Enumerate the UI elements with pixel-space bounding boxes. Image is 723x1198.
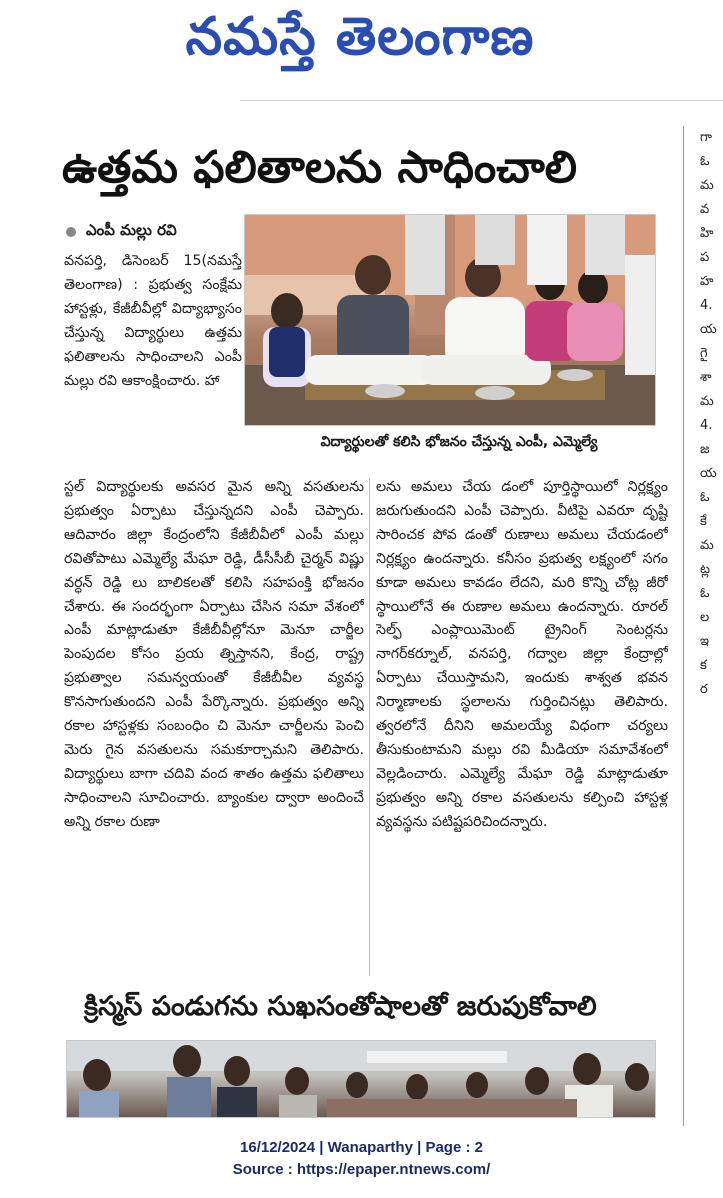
- fragment-line: ర: [700, 682, 708, 697]
- students-lunch-photo-illustration: [245, 215, 656, 426]
- fragment-line: మ: [700, 178, 714, 193]
- fragment-line: య: [700, 322, 717, 337]
- fragment-line: కే: [700, 514, 707, 529]
- fragment-line: ఓ: [700, 154, 710, 169]
- column-divider: [683, 126, 684, 1126]
- fragment-line: ఇ: [700, 634, 709, 649]
- article-photo: [244, 214, 656, 426]
- fragment-line: జ: [700, 442, 710, 457]
- bullet-icon: [66, 227, 76, 237]
- fragment-line: 4.: [700, 418, 713, 433]
- christmas-meeting-photo-illustration: [67, 1041, 656, 1118]
- article-headline: ఉత్తమ ఫలితాలను సాధించాలి: [62, 142, 577, 193]
- fragment-line: ట్ల: [700, 562, 711, 577]
- article-text: లను అమలు చేయ డంలో పూర్తిస్థాయిలో నిర్లక్ష్యం జరుగుతుందని ఎంపీ చెప్పారు. వీటిపై ఎవరూ దృష్టి సారించక పోవ డంతో రుణాలు అమలు చేయడంలో నిర్లక్ష్యం ఉందన్నారు. కనీసం ప్రభుత్వ లక్ష్యంలో సగం కూడా అమలు కావడం లేదని, మరి కొన్ని చోట్ల జీరో స్థాయిలోనే ఈ రుణాల అమలు ఉందన్నారు. రూరల్ సెల్ఫ్ ఎంప్లాయిమెంట్ ట్రైనింగ్ సెంటర్లను నాగర్‌కర్నూల్, వనపర్తి, గద్వాల జిల్లా కేంద్రాల్లో ఏర్పాటు చేయిస్తామని, ఇందుకు శాశ్వత భవన నిర్మాణాలకు స్థలాలను గుర్తించినట్లు తెలిపారు. త్వరలోనే దీనిని అమలయ్యే విధంగా చర్యలు తీసుకుంటామని మల్లు రవి మీడియా సమావేశంలో వెల్లడించారు. ఎమ్మెల్యే మేఘా రెడ్డి మాట్లాడుతూ ప్రభుత్వం అన్ని రకాల వసతులను కల్పించి హాస్టళ్ల వ్యవస్థను పటిష్టపరిచిందన్నారు.: [376, 479, 668, 830]
- fragment-line: ఓ: [700, 490, 710, 505]
- fragment-line: గై: [700, 346, 708, 361]
- fragment-line: మ: [700, 538, 714, 553]
- fragment-line: య: [700, 466, 717, 481]
- fragment-line: వ: [700, 202, 710, 217]
- page-footer: [0, 1134, 723, 1184]
- fragment-line: హ: [700, 274, 714, 289]
- article-column-1: [64, 476, 364, 980]
- fragment-line: ఓ: [700, 586, 710, 601]
- fragment-line: ప: [700, 250, 710, 265]
- adjacent-article-fragment: [700, 126, 723, 1116]
- photo-caption: విద్యార్థులతో కలిసి భోజనం చేస్తున్న ఎంపీ, ఎమ్మెల్యే: [320, 433, 598, 450]
- fragment-line: మ: [700, 394, 714, 409]
- article2-photo: [66, 1040, 656, 1118]
- byline: [66, 222, 246, 242]
- article-column-1-top: [64, 250, 242, 474]
- column-gutter-rule: [369, 478, 370, 976]
- article-text: వనపర్తి, డిసెంబర్ 15(నమస్తే తెలంగాణ) : ప్రభుత్వ సంక్షేమ హాస్టళ్లు, కేజీబీవీల్లో విద్యాభ్యాసం చేస్తున్న విద్యార్థులు ఉత్తమ ఫలితాలను సాధించాలని ఎంపీ మల్లు రవి ఆకాంక్షించారు. హా: [64, 253, 242, 389]
- header-rule: [240, 100, 723, 101]
- fragment-line: 4.: [700, 298, 713, 313]
- fragment-line: గా: [700, 130, 712, 145]
- article-column-2: [376, 476, 668, 980]
- article-text: స్టల్ విద్యార్థులకు అవసర మైన అన్ని వసతులను ప్రభుత్వం ఏర్పాటు చేస్తున్నదని ఎంపీ చెప్పారు. ఆదివారం జిల్లా కేంద్రంలోని కేజీబీవీలో ఎంపీ మల్లు రవితోపాటు ఎమ్మెల్యే మేఘా రెడ్డి, డీసీసీబీ చైర్మన్ విష్ణు వర్ధన్ రెడ్డి లు బాలికలతో కలిసి సహపంక్తి భోజనం చేశారు. ఈ సందర్భంగా ఏర్పాటు చేసిన సమా వేశంలో ఎంపీ మాట్లాడుతూ కేజీబీవీల్లోనూ మెనూ చార్జీల పెంపుదల కోసం ప్రయ త్నిస్తానని, కేంద్ర, రాష్ట్ర ప్రభుత్వాల సమన్వయంతో కేజీబీవీల వ్యవస్థ కొనసాగుతుందని ఎంపీ పేర్కొన్నారు. ప్రభుత్వం అన్ని రకాల హాస్టళ్లకు సంబంధిం చి మెనూ చార్జీలను పెంచి మెరు గైన వసతులను సమకూర్చామని తెలిపారు. విద్యార్థులు బాగా చదివి వంద శాతం ఉత్తమ ఫలితాలు సాధించాలని సూచించారు. బ్యాంకుల ద్వారా అందించే అన్ని రకాల రుణా: [64, 479, 364, 830]
- byline-text: ఎంపీ మల్లు రవి: [86, 221, 177, 239]
- masthead-logo: నమస్తే తెలంగాణ: [185, 6, 535, 67]
- fragment-line: శా: [700, 370, 712, 385]
- footer-date-edition: 16/12/2024 | Wanaparthy | Page : 2: [240, 1139, 483, 1156]
- fragment-line: క: [700, 658, 707, 673]
- article2-headline: క్రిస్మస్ పండుగను సుఖసంతోషాలతో జరుపుకోవాలి: [84, 991, 597, 1022]
- fragment-line: ల: [700, 610, 710, 625]
- footer-source: Source : https://epaper.ntnews.com/: [232, 1161, 491, 1178]
- fragment-line: హి: [700, 226, 714, 241]
